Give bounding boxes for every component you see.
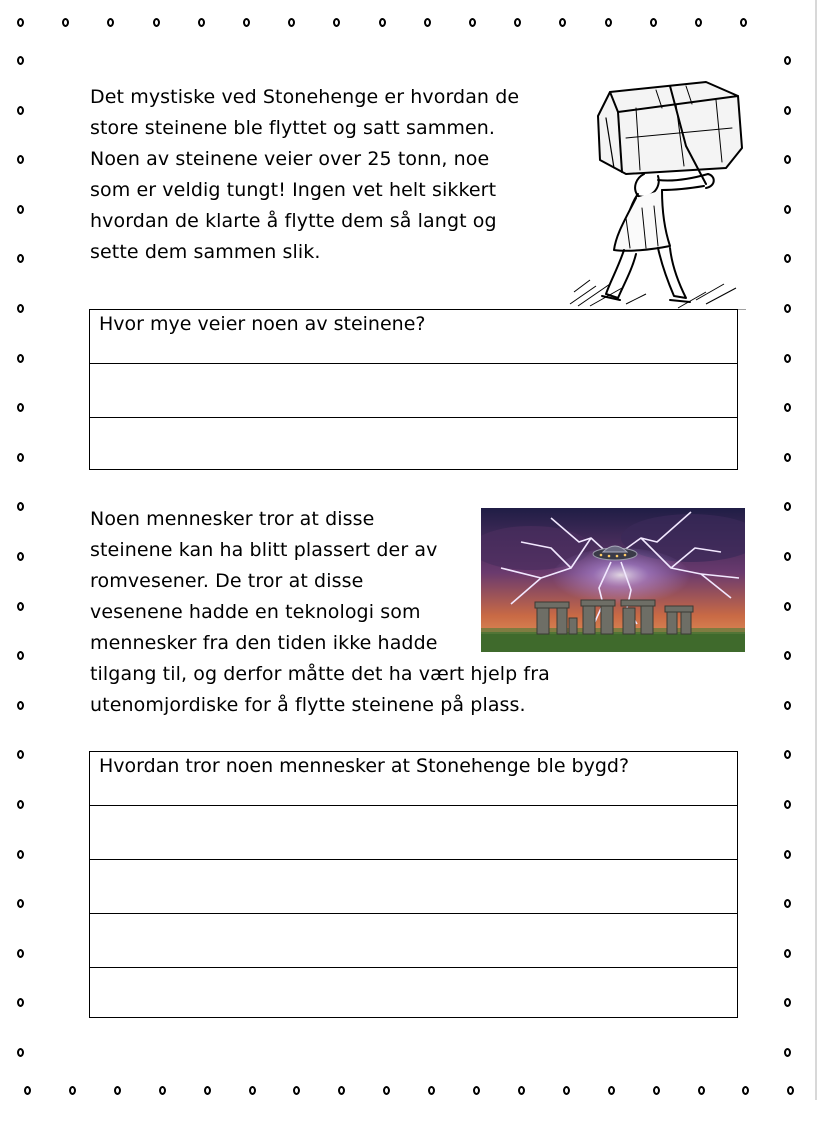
border-dot [17, 998, 24, 1007]
text-line: Det mystiske ved Stonehenge er hvordan de [90, 86, 520, 108]
border-dot [650, 18, 657, 27]
border-dot [69, 1086, 76, 1095]
answer-line[interactable] [90, 418, 737, 468]
border-dot [784, 701, 791, 710]
border-dot [17, 453, 24, 462]
border-dot [514, 18, 521, 27]
border-dot [24, 1086, 31, 1095]
text-line: Noen av steinene veier over 25 tonn, noe [90, 148, 490, 170]
question-1-box [89, 309, 738, 470]
border-dot [17, 602, 24, 611]
border-dot [17, 949, 24, 958]
border-dot [784, 602, 791, 611]
border-dot [288, 18, 295, 27]
answer-line[interactable] [90, 914, 737, 968]
man-carrying-stone-illustration [566, 78, 748, 310]
border-dot [17, 1048, 24, 1057]
border-dot [333, 18, 340, 27]
text-line: utenomjordiske for å flytte steinene på plass. [90, 694, 526, 716]
border-dot [17, 106, 24, 115]
border-dot [17, 56, 24, 65]
stonehenge-ufo-image [481, 508, 745, 652]
border-dot [17, 850, 24, 859]
border-dot [784, 949, 791, 958]
border-dot [17, 552, 24, 561]
border-dot [740, 18, 747, 27]
border-dot [17, 701, 24, 710]
border-dot [473, 1086, 480, 1095]
border-dot [784, 1048, 791, 1057]
text-line: steinene kan ha blitt plassert der av [90, 539, 438, 561]
border-dot [249, 1086, 256, 1095]
border-dot [784, 800, 791, 809]
border-dot [424, 18, 431, 27]
border-dot [605, 18, 612, 27]
border-dot [784, 205, 791, 214]
border-dot [153, 18, 160, 27]
text-line: store steinene ble flyttet og satt sammen. [90, 117, 496, 139]
answer-line[interactable] [90, 364, 737, 418]
border-dot [784, 106, 791, 115]
border-dot [784, 304, 791, 313]
border-dot [17, 800, 24, 809]
border-dot [742, 1086, 749, 1095]
question-1-prompt: Hvor mye veier noen av steinene? [90, 310, 737, 364]
border-dot [198, 18, 205, 27]
border-dot [338, 1086, 345, 1095]
text-line: mennesker fra den tiden ikke hadde [90, 632, 438, 654]
text-line: hvordan de klarte å flytte dem så langt og [90, 210, 497, 232]
answer-line[interactable] [90, 860, 737, 914]
border-dot [293, 1086, 300, 1095]
border-dot [17, 354, 24, 363]
intro-paragraph [90, 82, 519, 268]
border-dot [784, 502, 791, 511]
border-dot [608, 1086, 615, 1095]
border-dot [784, 998, 791, 1007]
question-2-prompt: Hvordan tror noen mennesker at Stonehenge ble bygd? [90, 752, 737, 806]
answer-line[interactable] [90, 806, 737, 860]
border-dot [243, 18, 250, 27]
border-dot [784, 850, 791, 859]
border-dot [784, 750, 791, 759]
text-line: vesenene hadde en teknologi som [90, 601, 421, 623]
border-dot [653, 1086, 660, 1095]
text-line: som er veldig tungt! Ingen vet helt sikkert [90, 179, 497, 201]
border-dot [62, 18, 69, 27]
border-dot [784, 552, 791, 561]
border-dot [784, 155, 791, 164]
border-dot [114, 1086, 121, 1095]
border-dot [17, 254, 24, 263]
border-dot [469, 18, 476, 27]
border-dot [698, 1086, 705, 1095]
border-dot [17, 750, 24, 759]
border-dot [559, 18, 566, 27]
border-dot [563, 1086, 570, 1095]
border-dot [17, 403, 24, 412]
border-dot [784, 56, 791, 65]
border-dot [695, 18, 702, 27]
border-dot [159, 1086, 166, 1095]
border-dot [17, 155, 24, 164]
border-dot [17, 651, 24, 660]
border-dot [784, 899, 791, 908]
border-dot [784, 403, 791, 412]
border-dot [428, 1086, 435, 1095]
border-dot [784, 651, 791, 660]
border-dot [518, 1086, 525, 1095]
border-dot [784, 453, 791, 462]
text-line: Noen mennesker tror at disse [90, 508, 375, 530]
border-dot [784, 354, 791, 363]
border-dot [379, 18, 386, 27]
border-dot [17, 205, 24, 214]
border-dot [17, 304, 24, 313]
border-dot [784, 254, 791, 263]
border-dot [17, 18, 24, 27]
border-dot [107, 18, 114, 27]
border-dot [383, 1086, 390, 1095]
text-line: romvesener. De tror at disse [90, 570, 364, 592]
answer-line[interactable] [90, 968, 737, 1016]
border-dot [17, 502, 24, 511]
border-dot [204, 1086, 211, 1095]
question-2-box [89, 751, 738, 1018]
page-edge [815, 0, 817, 1100]
text-line: sette dem sammen slik. [90, 241, 321, 263]
border-dot [787, 1086, 794, 1095]
border-dot [17, 899, 24, 908]
text-line: tilgang til, og derfor måtte det ha vært hjelp fra [90, 663, 550, 685]
